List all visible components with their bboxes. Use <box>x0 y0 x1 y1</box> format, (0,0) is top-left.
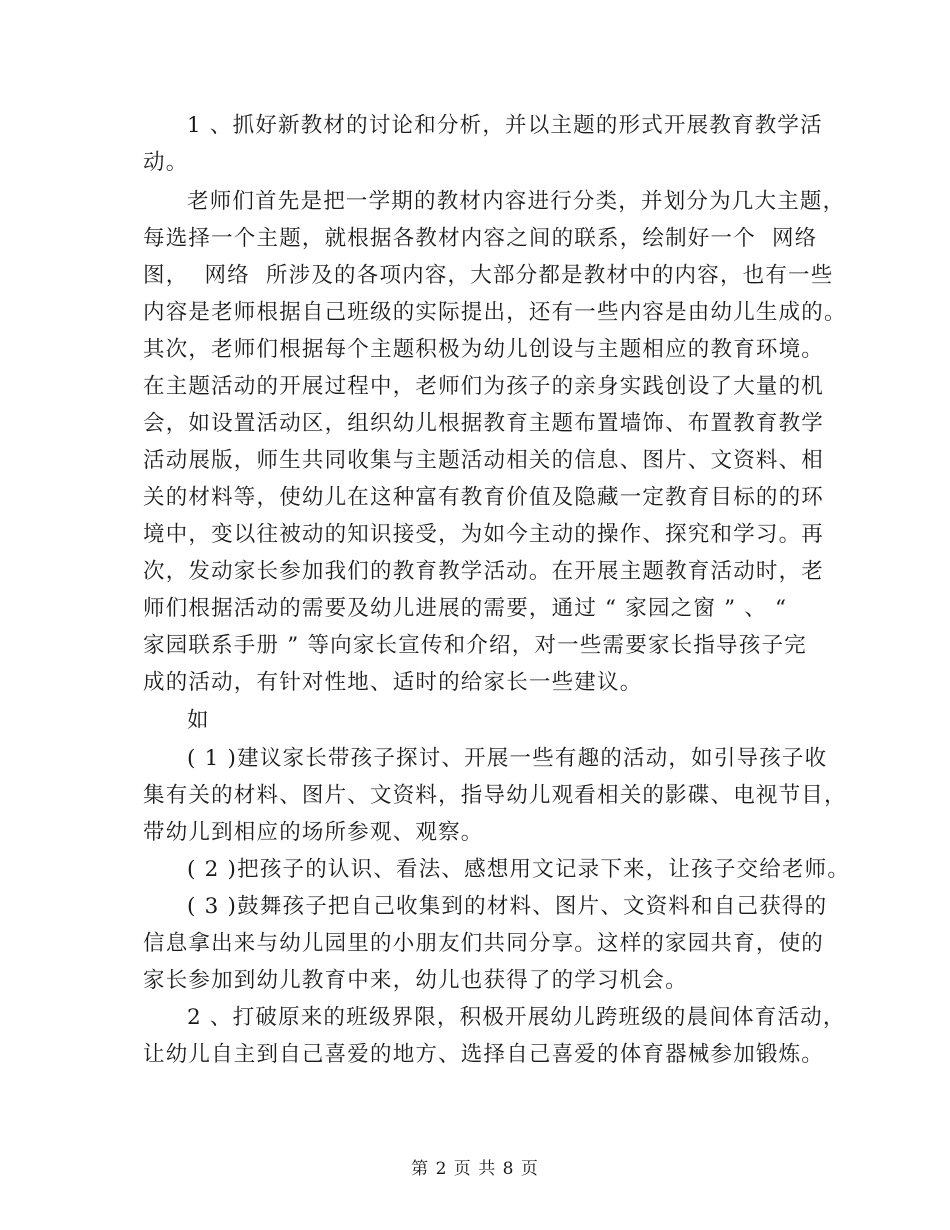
paragraph-line: 动。 <box>143 150 189 175</box>
paragraph-line: 活动展版，师生共同收集与主题活动相关的信息、图片、文资料、相 <box>143 448 825 473</box>
paragraph-line: 2 、打破原来的班级界限，积极开展幼儿跨班级的晨间体育活动， <box>187 1005 846 1030</box>
paragraph-line: 关的材料等，使幼儿在这种富有教育价值及隐藏一定教育目标的的环 <box>143 485 825 510</box>
paragraph-line: 次，发动家长参加我们的教育教学活动。在开展主题教育活动时，老 <box>143 559 825 584</box>
paragraph-line: 图， 网络 所涉及的各项内容，大部分都是教材中的内容，也有一些 <box>143 263 834 288</box>
paragraph-line: 其次，老师们根据每个主题积极为幼儿创设与主题相应的教育环境。 <box>143 337 825 362</box>
paragraph-line: 内容是老师根据自己班级的实际提出，还有一些内容是由幼儿生成的。 <box>143 300 847 325</box>
paragraph-line: 家长参加到幼儿教育中来，幼儿也获得了的学习机会。 <box>143 968 688 993</box>
paragraph-line: 境中，变以往被动的知识接受，为如今主动的操作、探究和学习。再 <box>143 522 825 547</box>
paragraph-line: 在主题活动的开展过程中，老师们为孩子的亲身实践创设了大量的机 <box>143 374 825 399</box>
paragraph-line: ( 3 )鼓舞孩子把自己收集到的材料、图片、文资料和自己获得的 <box>187 894 828 919</box>
paragraph-line: 会，如设置活动区，组织幼儿根据教育主题布置墙饰、布置教育教学 <box>143 411 825 436</box>
paragraph-line: 让幼儿自主到自己喜爱的地方、选择自己喜爱的体育器械参加锻炼。 <box>143 1042 825 1067</box>
paragraph-line: 老师们首先是把一学期的教材内容进行分类，并划分为几大主题， <box>187 189 846 214</box>
paragraph-line: ( 2 )把孩子的认识、看法、感想用文记录下来，让孩子交给老师。 <box>187 857 851 882</box>
paragraph-line: 成的活动，有针对性地、适时的给家长一些建议。 <box>143 670 643 695</box>
paragraph-line: 带幼儿到相应的场所参观、观察。 <box>143 820 484 845</box>
paragraph-line: 集有关的材料、图片、文资料，指导幼儿观看相关的影碟、电视节目， <box>143 783 847 808</box>
paragraph-line: 如 <box>187 708 210 733</box>
paragraph-line: 信息拿出来与幼儿园里的小朋友们共同分享。这样的家园共育，使的 <box>143 931 825 956</box>
paragraph-line: 每选择一个主题，就根据各教材内容之间的联系，绘制好一个 网络 <box>143 226 818 251</box>
paragraph-line: 师们根据活动的需要及幼儿进展的需要，通过 “ 家园之窗 ” 、 “ <box>143 596 788 621</box>
paragraph-line: ( 1 )建议家长带孩子探讨、开展一些有趣的活动，如引导孩子收 <box>187 746 828 771</box>
paragraph-line: 1 、抓好新教材的讨论和分析，并以主题的形式开展教育教学活 <box>187 113 823 138</box>
page-number-footer: 第 2 页 共 8 页 <box>411 1159 539 1179</box>
paragraph-line: 家园联系手册 ” 等向家长宣传和介绍，对一些需要家长指导孩子完 <box>143 633 807 658</box>
